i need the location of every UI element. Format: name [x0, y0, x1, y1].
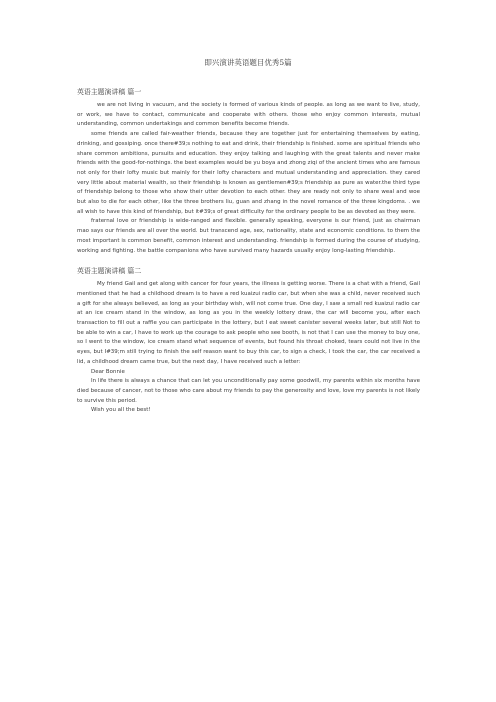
document-body — [77, 87, 420, 416]
paragraph: we are not living in vacuum, and the society is formed of various kinds of people. as long as we want to live, study, or work, we have to contact, communicate and cooperate with others. those who enjoy common interests, mutual understanding, common undertakings and common benefits become friends. — [77, 102, 420, 128]
section-2 — [77, 266, 420, 416]
document-title: 即兴演讲英语题目优秀5篇 — [204, 58, 292, 67]
letter-body: In life there is always a chance that can let you unconditionally pay some goodwill, my parents within six months have died because of cancer, not to those who care about my friends to pay the generosity and love, love my parents is not likely to survive this period. — [77, 378, 420, 404]
letter-closing: Wish you all the best! — [91, 407, 151, 414]
paragraph: some friends are called fair-weather friends, because they are together just for entertaining themselves by eating, drinking, and gossiping. once there#39;s nothing to eat and drink, their friendship is finished. some are spiritual friends who share common ambitions, pursuits and education. they enjoy talking and laughing with the great talents and never make friends with the good-for-nothings. the best examples would be yu boya and zhong ziqi of the ancient times who are famous not only for their lofty music but mainly for their lofty characters and mutual understanding and appreciation. they cared very little about material wealth, so their friendship is known as gentlemen#39;s friendship as pure as water.the third type of friendship belong to those who show their utter devotion to each other. they are ready not only to share weal and woe but also to die for each other, like the three brothers liu, guan and zhang in the novel romance of the three kingdoms. . we all wish to have this kind of friendship, but it#39;s of great difficulty for the ordinary people to be as devoted as they were. — [77, 131, 420, 215]
section-heading-2: 英语主题演讲稿 篇二 — [77, 267, 142, 276]
section-heading-1: 英语主题演讲稿 篇一 — [77, 88, 142, 96]
paragraph: My friend Gail and get along with cancer for four years, the illness is getting worse. There is a chat with a friend, Gail mentioned that he had a childhood dream is to have a red kuaizui radio car, but when she was a child, never received such a gift for she always believed, as long as your birthday wish, will not come true. One day, I saw a small red kuaizui radio car at an ice cream stand in the window, as long as you in the weekly lottery draw, the car will become you, after each transaction to fill out a raffle you can participate in the lottery, but I eat sweet canister several weeks later, but still Not to be able to win a car, I have to work up the courage to ask people who see booth, is not that I can use the money to buy one, so I went to the window, ice cream stand what sequence of events, but found his throat choked, tears could not live in the eyes, but I#39;m still trying to finish the self reason want to buy this car, to sign a check, I took the car, the car received a lid, a childhood dream came true, but the next day, I have received such a letter: — [77, 281, 420, 365]
letter-salutation: Dear Bonnie — [91, 368, 125, 375]
paragraph: fraternal love or friendship is wide-ranged and flexible. generally speaking, everyone is our friend, just as chairman mao says our friends are all over the world. but transcend age, sex, nationality, state and economic conditions. to them the most important is common benefit, common interest and understanding. friendship is formed during the course of studying, working and fighting. the battle companions who have survived many hazards usually enjoy long-lasting friendship. — [77, 218, 420, 254]
